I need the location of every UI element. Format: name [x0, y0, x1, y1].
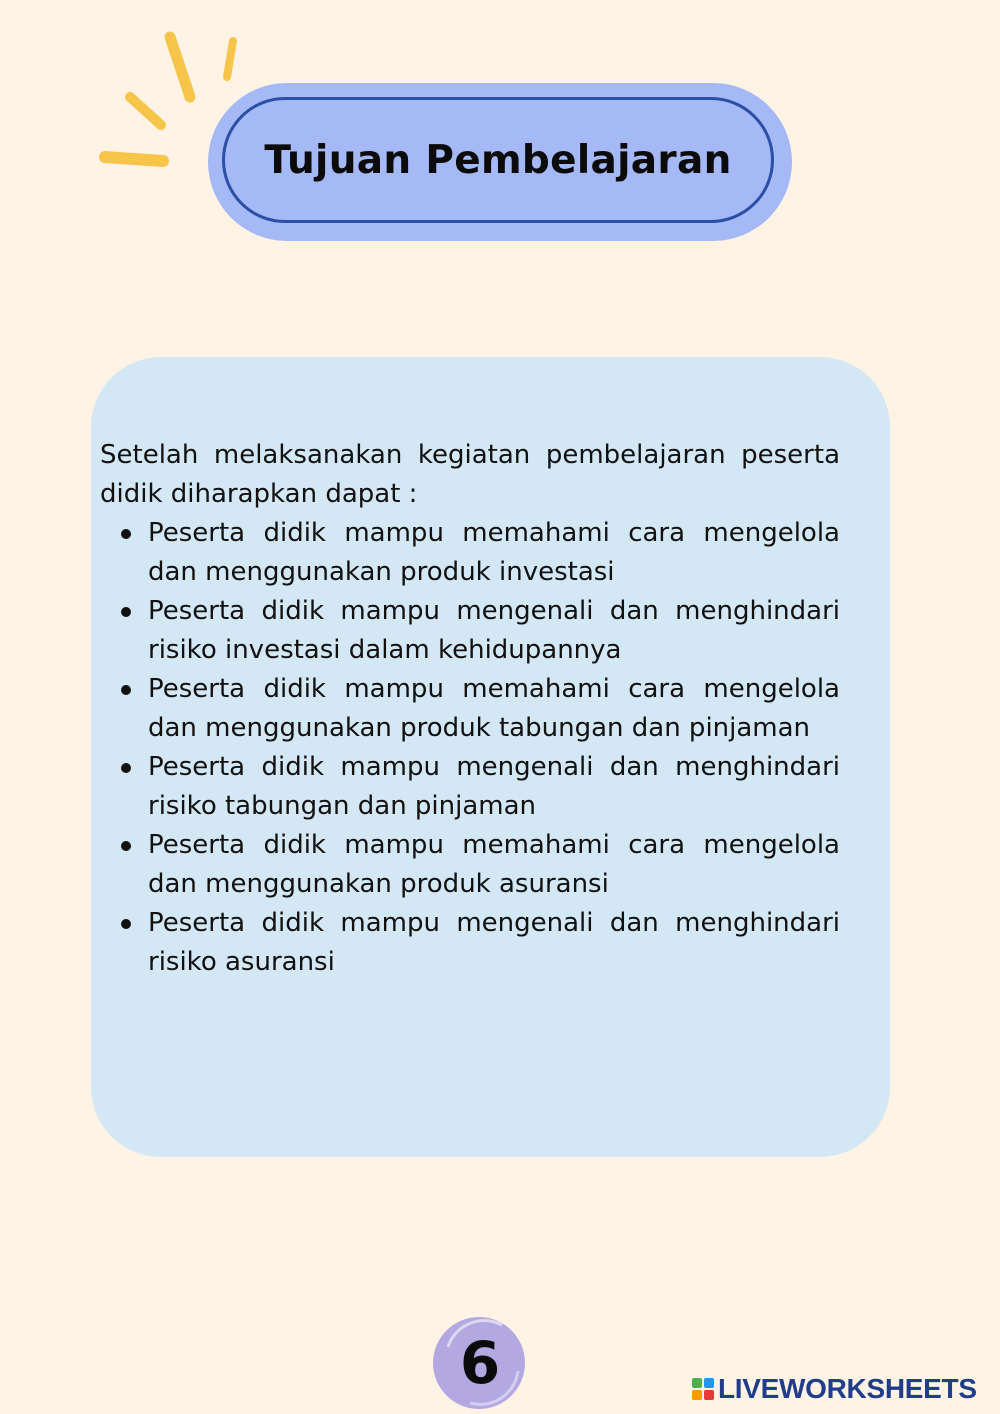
intro-text: Setelah melaksanakan kegiatan pembelajaran peserta didik diharapkan dapat :: [100, 440, 840, 509]
goal-item: Peserta didik mampu memahami cara mengelola dan menggunakan produk asuransi: [148, 826, 840, 904]
liveworksheets-mark-icon: [692, 1378, 714, 1400]
page-number: 6: [459, 1329, 501, 1397]
liveworksheets-logo: [692, 1372, 977, 1406]
goal-item: Peserta didik mampu mengenali dan menghindari risiko asuransi: [148, 904, 840, 982]
brand-name: LIVEWORKSHEETS: [718, 1373, 977, 1404]
page-title: Tujuan Pembelajaran: [264, 137, 732, 183]
title-pill: [222, 97, 774, 223]
goal-item: Peserta didik mampu memahami cara mengelola dan menggunakan produk investasi: [148, 514, 840, 592]
objectives-content: [100, 436, 840, 982]
goals-list: [100, 514, 840, 982]
goal-item: Peserta didik mampu mengenali dan menghindari risiko tabungan dan pinjaman: [148, 748, 840, 826]
page-number-badge: [430, 1313, 530, 1413]
goal-item: Peserta didik mampu memahami cara mengelola dan menggunakan produk tabungan dan pinjaman: [148, 670, 840, 748]
goal-item: Peserta didik mampu mengenali dan menghindari risiko investasi dalam kehidupannya: [148, 592, 840, 670]
